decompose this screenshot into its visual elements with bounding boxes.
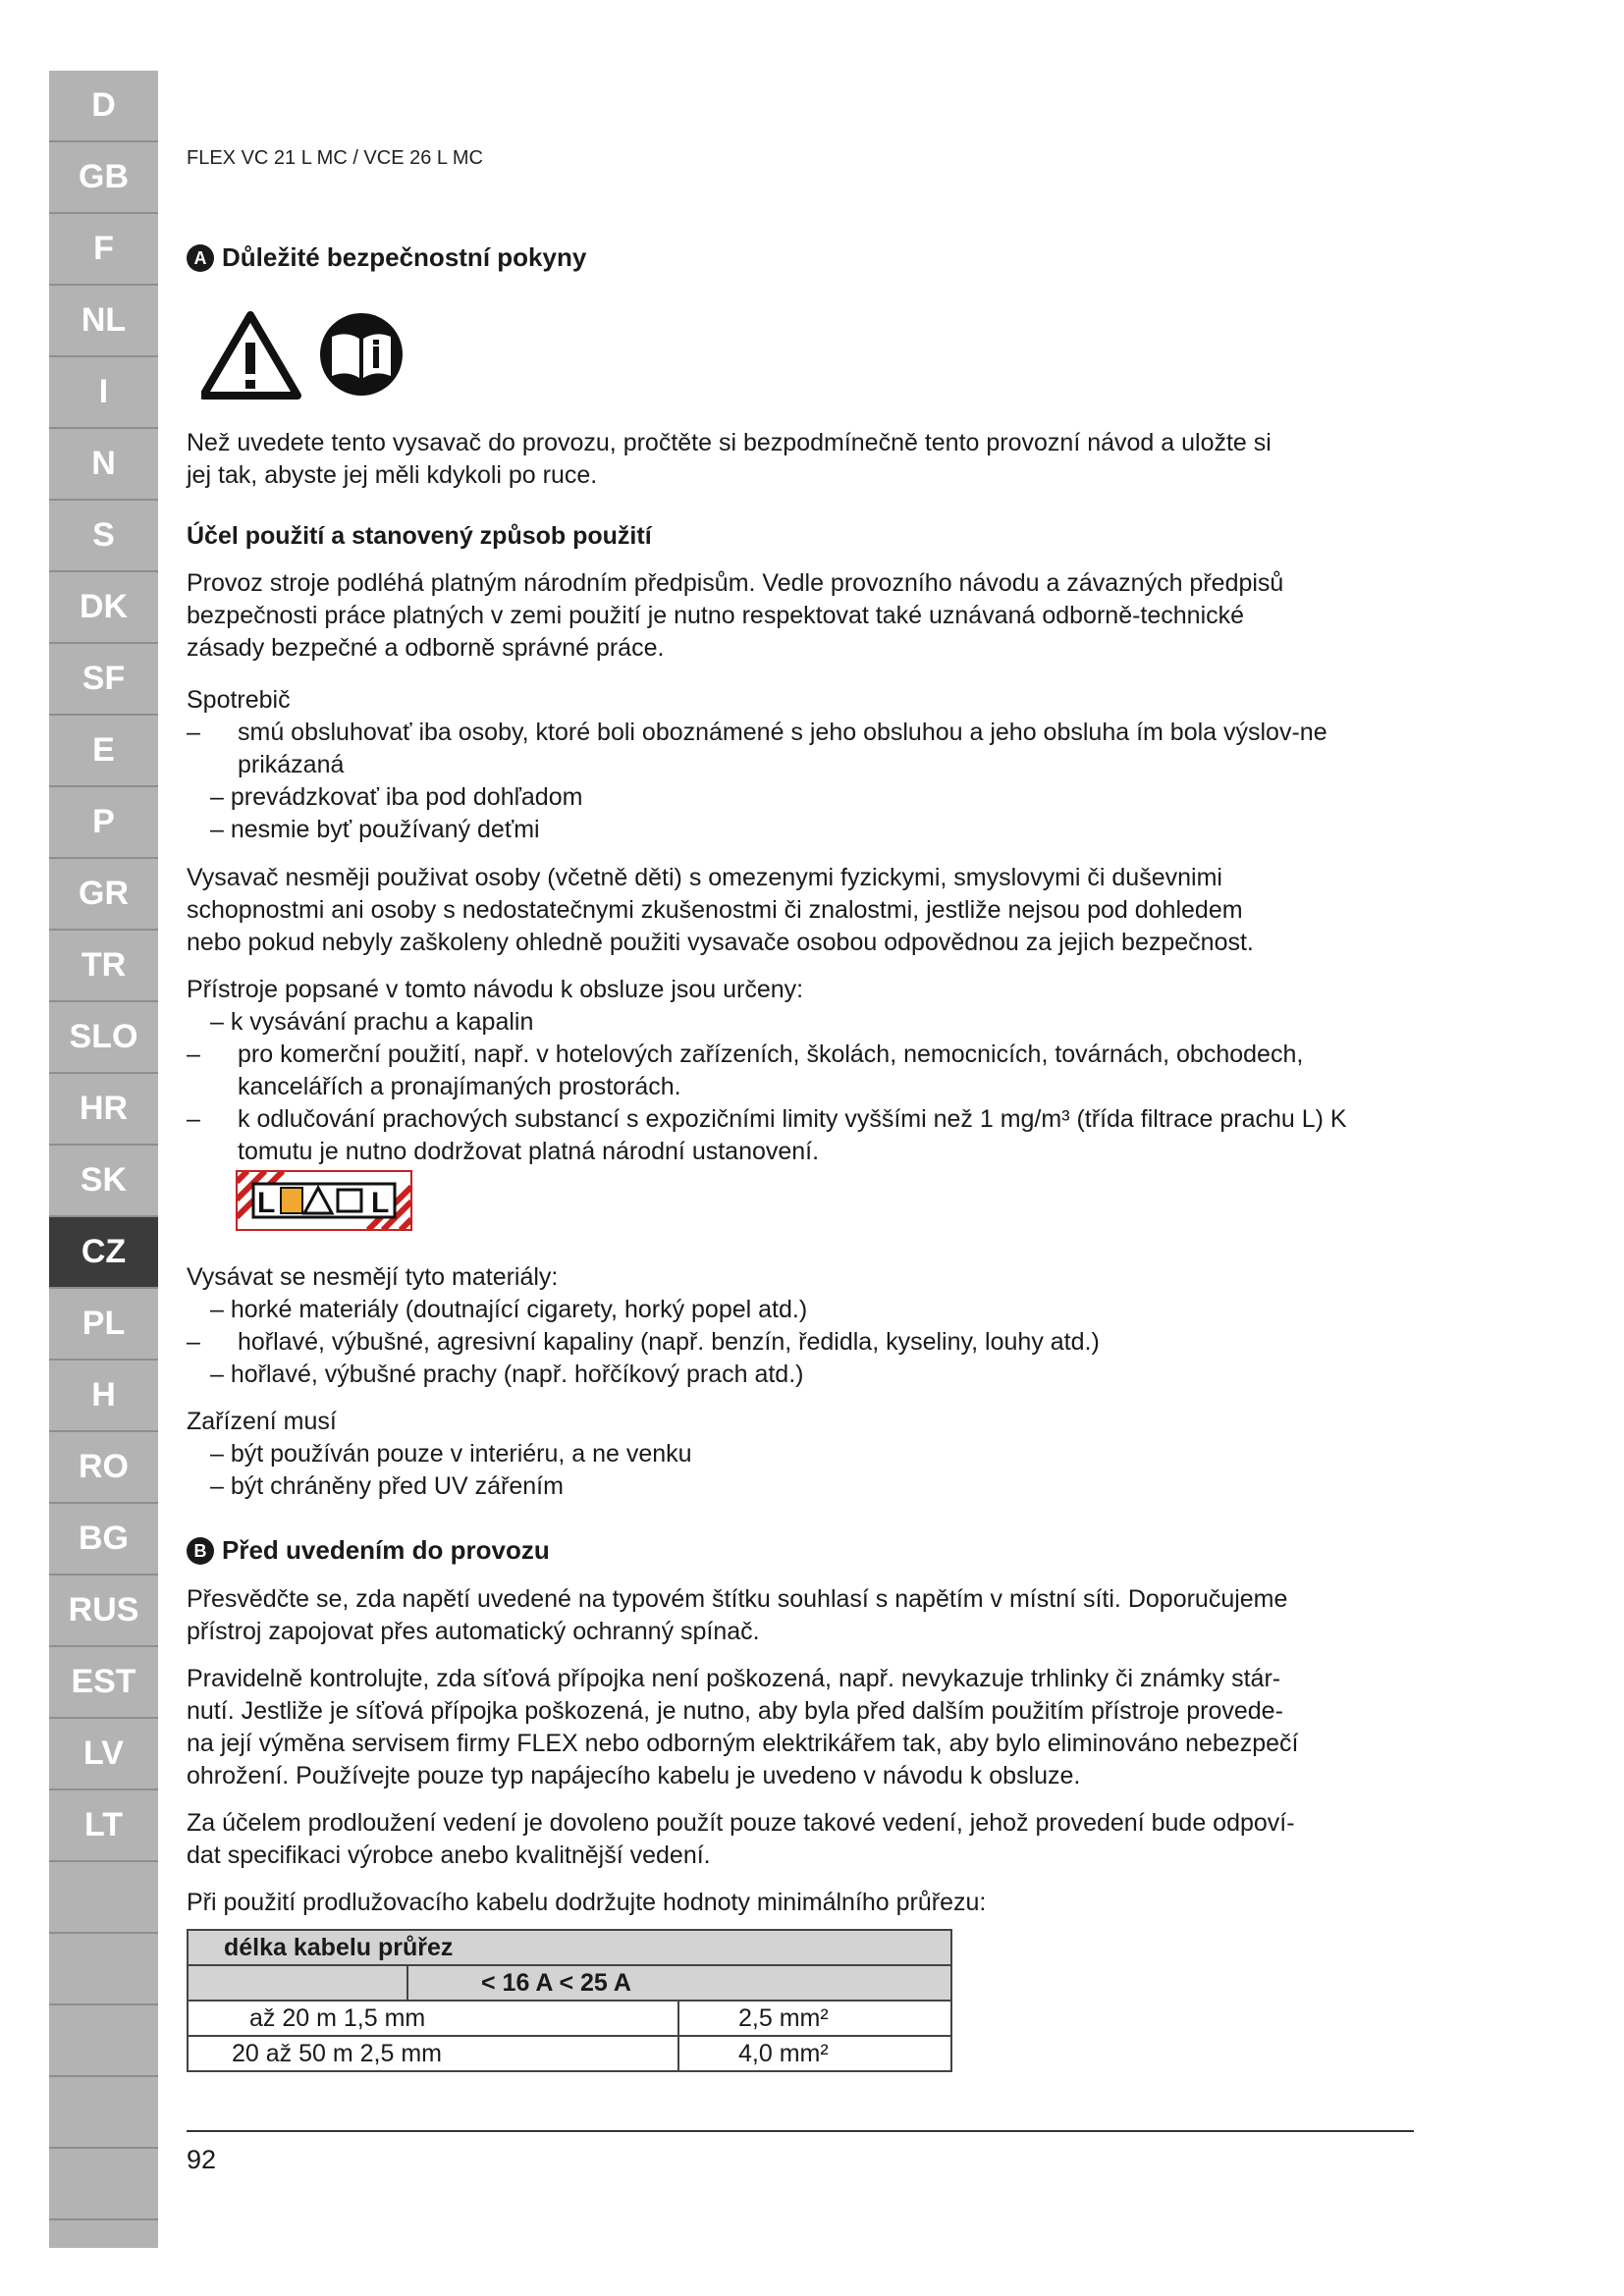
persons-line-1: Vysavač nesměji použivat osoby (včetně děti) s omezenymi fyzickymi, smyslovymi či duševnimi bbox=[187, 864, 1222, 891]
language-tab-d[interactable]: D bbox=[49, 71, 158, 142]
language-sidebar bbox=[49, 71, 158, 2248]
language-tab-empty[interactable] bbox=[49, 2149, 158, 2220]
list-item: – k vysávání prachu a kapalin bbox=[210, 1008, 534, 1036]
table-header-2: < 16 A < 25 A bbox=[407, 1965, 951, 2001]
language-tab-slo[interactable]: SLO bbox=[49, 1002, 158, 1074]
voltage-line-1: Přesvědčte se, zda napětí uvedené na typovém štítku souhlasí s napětím v místní síti. Doporučujeme bbox=[187, 1585, 1288, 1613]
section-b-title-text: Před uvedením do provozu bbox=[222, 1535, 550, 1565]
read-manual-icon bbox=[320, 313, 403, 396]
footer-divider bbox=[187, 2130, 1414, 2132]
connection-paragraph bbox=[187, 1663, 1414, 1792]
language-tab-empty[interactable] bbox=[49, 2005, 158, 2077]
section-a-title-text: Důležité bezpečnostní pokyny bbox=[222, 242, 587, 272]
list-item: – hořlavé, výbušné, agresivní kapaliny (např. benzín, ředidla, kyseliny, louhy atd.) bbox=[187, 1328, 1100, 1356]
device-must-block bbox=[187, 1406, 1414, 1503]
language-tab-empty[interactable] bbox=[49, 1862, 158, 1934]
list-item: – horké materiály (doutnající cigarety, horký popel atd.) bbox=[210, 1296, 808, 1323]
language-tab-i[interactable]: I bbox=[49, 357, 158, 429]
language-tab-est[interactable]: EST bbox=[49, 1647, 158, 1719]
language-tab-tr[interactable]: TR bbox=[49, 931, 158, 1002]
voltage-line-2: přístroj zapojovat přes automatický ochranný spínač. bbox=[187, 1618, 760, 1645]
language-tab-gr[interactable]: GR bbox=[49, 859, 158, 931]
list-item: – k odlučování prachových substancí s expozičními limity vyššími než 1 mg/m³ (třída filtrace prachu L) K tomutu je nutno dodržovat platná národní ustanovení. bbox=[187, 1105, 1347, 1165]
forbidden-title: Vysávat se nesmějí tyto materiály: bbox=[187, 1263, 559, 1291]
language-tab-lv[interactable]: LV bbox=[49, 1719, 158, 1790]
spotrebic-title: Spotrebič bbox=[187, 686, 291, 714]
language-tab-hr[interactable]: HR bbox=[49, 1074, 158, 1146]
table-row bbox=[188, 2036, 951, 2071]
table-row bbox=[188, 1930, 951, 1965]
page-number: 92 bbox=[187, 2145, 217, 2174]
table-cell-value: 2,5 mm² bbox=[678, 2001, 951, 2036]
list-item: – smú obsluhovať iba osoby, ktoré boli oboznámené s jeho obsluhou a jeho obsluha ím bola výslov-ne prikázaná bbox=[187, 719, 1327, 778]
dust-class-l-label bbox=[236, 1170, 412, 1236]
spotrebic-block bbox=[187, 684, 1414, 846]
section-b-badge: B bbox=[187, 1537, 214, 1565]
language-tab-f[interactable]: F bbox=[49, 214, 158, 286]
language-tab-dk[interactable]: DK bbox=[49, 572, 158, 644]
svg-text:L: L bbox=[371, 1187, 390, 1219]
connection-line-2: nutí. Jestliže je síťová přípojka poškozená, je nutno, aby byla před dalším použitím přístroje provede- bbox=[187, 1697, 1283, 1725]
purpose-paragraph bbox=[187, 567, 1414, 665]
persons-line-2: schopnostmi ani osoby s nedostatečnymi zkušenostmi či znalostmi, jestliže nejsou pod dohledem bbox=[187, 896, 1243, 924]
persons-line-3: nebo pokud nebyly zaškoleny ohledně použiti vysavače osobou odpovědnou za jejich bezpečnost. bbox=[187, 929, 1254, 956]
list-item: – být používán pouze v interiéru, a ne venku bbox=[210, 1440, 692, 1468]
extension-line-1: Za účelem prodloužení vedení je dovoleno použít pouze takové vedení, jehož provedení bude odpoví- bbox=[187, 1809, 1295, 1837]
cable-table bbox=[187, 1929, 952, 2072]
connection-line-3: na její výměna servisem firmy FLEX nebo odborným elektrikářem tak, aby bylo eliminováno nebezpečí bbox=[187, 1730, 1299, 1757]
language-tab-ro[interactable]: RO bbox=[49, 1432, 158, 1504]
voltage-paragraph bbox=[187, 1583, 1414, 1648]
language-tab-e[interactable]: E bbox=[49, 716, 158, 787]
purpose-heading: Účel použití a stanovený způsob použití bbox=[187, 522, 652, 550]
language-tab-nl[interactable]: NL bbox=[49, 286, 158, 357]
intro-line-1: Než uvedete tento vysavač do provozu, pročtěte si bezpodmínečně tento provozní návod a uložte si bbox=[187, 429, 1272, 456]
safety-icons bbox=[201, 309, 417, 407]
language-tab-empty[interactable] bbox=[49, 2077, 158, 2149]
connection-line-4: ohrožení. Používejte pouze typ napájecího kabelu je uvedeno v návodu k obsluze. bbox=[187, 1762, 1081, 1789]
intro-paragraph bbox=[187, 427, 1414, 492]
table-cell-length: až 20 m 1,5 mm bbox=[188, 2001, 678, 2036]
language-tab-sk[interactable]: SK bbox=[49, 1146, 158, 1217]
section-a-title bbox=[187, 242, 586, 273]
table-row bbox=[188, 1965, 951, 2001]
language-tab-p[interactable]: P bbox=[49, 787, 158, 859]
language-tab-bg[interactable]: BG bbox=[49, 1504, 158, 1575]
forbidden-block bbox=[187, 1261, 1414, 1391]
section-b-title bbox=[187, 1535, 550, 1566]
purpose-line-2: bezpečnosti práce platných v zemi použití je nutno respektovat také uznávaná odborně-technické bbox=[187, 602, 1245, 629]
list-item: – pro komerční použití, např. v hotelových zařízeních, školách, nemocnicích, továrnách, obchodech, kancelářích a pronajímaných prostorách. bbox=[187, 1041, 1304, 1100]
extension-line-2: dat specifikaci výrobce anebo kvalitnější vedení. bbox=[187, 1842, 711, 1869]
purpose-line-1: Provoz stroje podléhá platným národním předpisům. Vedle provozního návodu a závazných předpisů bbox=[187, 569, 1284, 597]
document-header: FLEX VC 21 L MC / VCE 26 L MC bbox=[187, 147, 483, 169]
connection-line-1: Pravidelně kontrolujte, zda síťová přípojka není poškozená, např. nevykazuje trhlinky či známky stár- bbox=[187, 1665, 1281, 1692]
table-cell-value: 4,0 mm² bbox=[678, 2036, 951, 2071]
devices-block bbox=[187, 974, 1414, 1168]
language-tab-h[interactable]: H bbox=[49, 1361, 158, 1432]
language-tab-cz[interactable]: CZ bbox=[49, 1217, 158, 1289]
language-tab-empty[interactable] bbox=[49, 1934, 158, 2005]
list-item: – hořlavé, výbušné prachy (např. hořčíkový prach atd.) bbox=[210, 1361, 804, 1388]
language-tab-gb[interactable]: GB bbox=[49, 142, 158, 214]
table-header-1: délka kabelu průřez bbox=[188, 1930, 951, 1965]
list-item: – být chráněny před UV zářením bbox=[210, 1472, 564, 1500]
language-tab-sf[interactable]: SF bbox=[49, 644, 158, 716]
language-tab-s[interactable]: S bbox=[49, 501, 158, 572]
language-tab-rus[interactable]: RUS bbox=[49, 1575, 158, 1647]
section-a-badge: A bbox=[187, 244, 214, 272]
language-tab-n[interactable]: N bbox=[49, 429, 158, 501]
svg-text:L: L bbox=[257, 1187, 276, 1219]
list-item: – prevádzkovať iba pod dohľadom bbox=[210, 783, 583, 811]
table-cell-length: 20 až 50 m 2,5 mm bbox=[188, 2036, 678, 2071]
extension-paragraph bbox=[187, 1807, 1414, 1872]
list-item: – nesmie byť používaný deťmi bbox=[210, 816, 540, 843]
language-tab-lt[interactable]: LT bbox=[49, 1790, 158, 1862]
warning-triangle-icon bbox=[203, 315, 298, 396]
table-row bbox=[188, 2001, 951, 2036]
persons-paragraph bbox=[187, 862, 1414, 959]
intro-line-2: jej tak, abyste jej měli kdykoli po ruce. bbox=[187, 461, 598, 489]
language-tab-pl[interactable]: PL bbox=[49, 1289, 158, 1361]
min-cross-section-text: Při použití prodlužovacího kabelu dodržujte hodnoty minimálního průřezu: bbox=[187, 1889, 987, 1916]
purpose-line-3: zásady bezpečné a odborně správné práce. bbox=[187, 634, 665, 662]
device-must-title: Zařízení musí bbox=[187, 1408, 337, 1435]
devices-title: Přístroje popsané v tomto návodu k obsluze jsou určeny: bbox=[187, 976, 804, 1003]
